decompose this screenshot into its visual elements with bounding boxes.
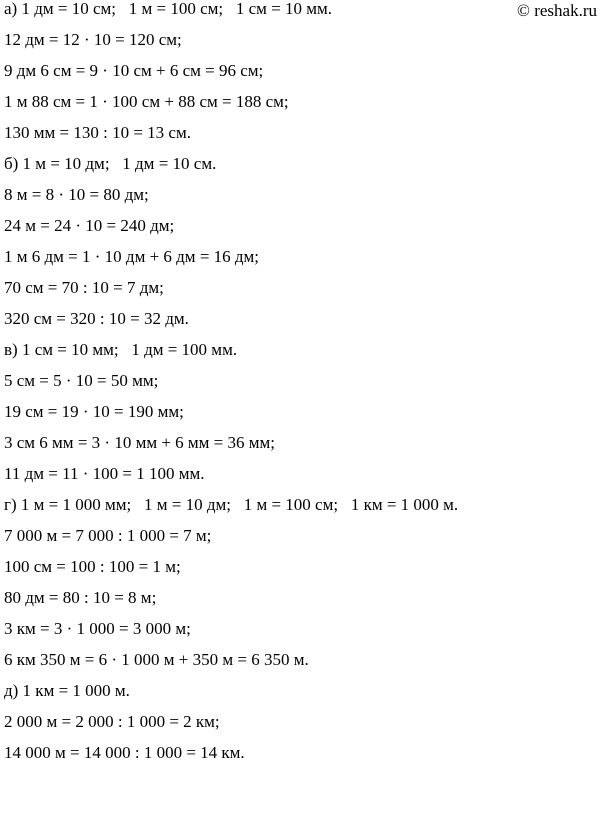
- line-b-2: 24 м = 24 · 10 = 240 дм;: [4, 216, 175, 235]
- line-a-4: 130 мм = 130 : 10 = 13 см.: [4, 123, 191, 142]
- line-v-2: 19 см = 19 · 10 = 190 мм;: [4, 402, 184, 421]
- line-d-header: д) 1 км = 1 000 м.: [4, 681, 130, 700]
- line-v-3: 3 см 6 мм = 3 · 10 мм + 6 мм = 36 мм;: [4, 433, 276, 452]
- line-a-1: 12 дм = 12 · 10 = 120 см;: [4, 30, 182, 49]
- line-g-header: г) 1 м = 1 000 мм; 1 м = 10 дм; 1 м = 100 см; 1 км = 1 000 м.: [4, 495, 459, 514]
- line-g-1: 7 000 м = 7 000 : 1 000 = 7 м;: [4, 526, 212, 545]
- line-b-4: 70 см = 70 : 10 = 7 дм;: [4, 278, 164, 297]
- line-a-2: 9 дм 6 см = 9 · 10 см + 6 см = 96 см;: [4, 61, 264, 80]
- line-b-1: 8 м = 8 · 10 = 80 дм;: [4, 185, 149, 204]
- line-v-header: в) 1 см = 10 мм; 1 дм = 100 мм.: [4, 340, 238, 359]
- line-v-1: 5 см = 5 · 10 = 50 мм;: [4, 371, 159, 390]
- line-d-2: 14 000 м = 14 000 : 1 000 = 14 км.: [4, 743, 245, 762]
- line-g-4: 3 км = 3 · 1 000 = 3 000 м;: [4, 619, 191, 638]
- line-g-3: 80 дм = 80 : 10 = 8 м;: [4, 588, 157, 607]
- watermark: © reshak.ru: [517, 1, 597, 20]
- line-b-5: 320 см = 320 : 10 = 32 дм.: [4, 309, 189, 328]
- line-v-4: 11 дм = 11 · 100 = 1 100 мм.: [4, 464, 205, 483]
- line-b-3: 1 м 6 дм = 1 · 10 дм + 6 дм = 16 дм;: [4, 247, 260, 266]
- line-g-5: 6 км 350 м = 6 · 1 000 м + 350 м = 6 350 м.: [4, 650, 309, 669]
- line-a-header: а) 1 дм = 10 см; 1 м = 100 см; 1 см = 10 мм.: [4, 0, 333, 18]
- line-d-1: 2 000 м = 2 000 : 1 000 = 2 км;: [4, 712, 220, 731]
- line-a-3: 1 м 88 см = 1 · 100 см + 88 см = 188 см;: [4, 92, 289, 111]
- line-g-2: 100 см = 100 : 100 = 1 м;: [4, 557, 181, 576]
- line-b-header: б) 1 м = 10 дм; 1 дм = 10 см.: [4, 154, 217, 173]
- solution-lines: [4, 0, 458, 775]
